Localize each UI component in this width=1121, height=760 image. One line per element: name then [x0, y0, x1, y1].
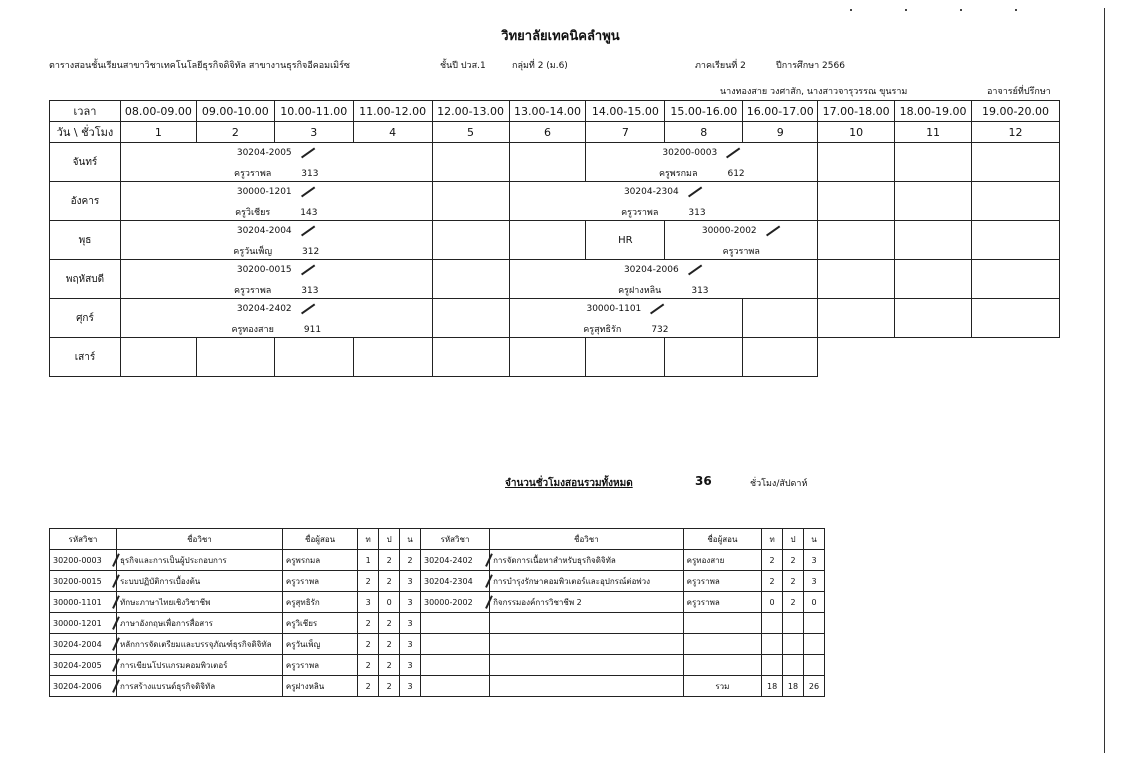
empty-cell — [432, 221, 509, 260]
subject-name-text: การเขียนโปรแกรมคอมพิวเตอร์ — [119, 660, 228, 670]
empty-cell — [818, 299, 895, 338]
period-6: 6 — [509, 122, 586, 143]
class-block — [120, 182, 432, 221]
empty-cell — [895, 221, 972, 260]
room-number: 732 — [651, 325, 669, 335]
empty-cell — [743, 338, 818, 377]
header-credit: น — [803, 529, 824, 550]
period-5: 5 — [432, 122, 509, 143]
room-number: 313 — [301, 286, 319, 296]
room-number: 313 — [301, 169, 319, 179]
check-mark-icon — [726, 147, 740, 157]
empty-cell — [353, 338, 432, 377]
subject-credit: 0 — [803, 592, 824, 613]
time-1: 08.00-09.00 — [120, 101, 196, 122]
time-4: 11.00-12.00 — [353, 101, 432, 122]
empty-cell — [509, 221, 586, 260]
teacher-name: ครูทองสาย — [231, 325, 274, 335]
time-2: 09.00-10.00 — [196, 101, 274, 122]
subject-code: 30204-2402 — [421, 550, 490, 571]
period-row — [50, 122, 1060, 143]
subject-theory: 2 — [358, 655, 379, 676]
empty-cell — [818, 182, 895, 221]
empty-cell — [803, 613, 824, 634]
subject-practice: 2 — [379, 634, 400, 655]
empty-cell — [196, 338, 274, 377]
subject-row — [50, 550, 825, 571]
sum-credit: 26 — [803, 676, 824, 697]
class-block — [586, 143, 818, 182]
period-9: 9 — [743, 122, 818, 143]
sum-label: รวม — [683, 676, 761, 697]
advisors-text: นางทองสาย วงศาสัก, นางสาวจารุวรรณ ขุนราม — [720, 87, 908, 97]
subject-credit: 3 — [400, 613, 421, 634]
subject-theory: 2 — [358, 613, 379, 634]
empty-cell — [509, 338, 586, 377]
teacher-name: ครูวราพล — [234, 286, 272, 296]
header-practice: ป — [783, 529, 804, 550]
subject-practice: 0 — [379, 592, 400, 613]
empty-cell — [783, 634, 804, 655]
subject-teacher: ครูสุทธิรัก — [282, 592, 357, 613]
header-teacher: ชื่อผู้สอน — [282, 529, 357, 550]
day-row-mon — [50, 143, 1060, 182]
empty-cell — [120, 338, 196, 377]
empty-cell — [972, 260, 1060, 299]
subject-teacher: ครูวันเพ็ญ — [282, 634, 357, 655]
empty-cell — [490, 655, 684, 676]
day-name: จันทร์ — [50, 143, 121, 182]
time-label: เวลา — [50, 101, 121, 122]
subject-practice: 2 — [783, 592, 804, 613]
empty-cell — [783, 655, 804, 676]
class-block — [665, 221, 818, 260]
subject-row — [50, 571, 825, 592]
subject-name-text: ทักษะภาษาไทยเชิงวิชาชีพ — [119, 597, 211, 607]
class-block — [120, 260, 432, 299]
teacher-name: ครูวิเชียร — [235, 208, 271, 218]
empty-cell — [895, 299, 972, 338]
class-block — [509, 260, 818, 299]
time-7: 14.00-15.00 — [586, 101, 665, 122]
subject-code: 30204-2005 — [50, 655, 117, 676]
subject-name-text: หลักการจัดเตรียมและบรรจุภัณฑ์ธุรกิจดิจิทัล — [119, 639, 272, 649]
class-block — [120, 143, 432, 182]
total-label: จำนวนชั่วโมงสอนรวมทั้งหมด — [505, 478, 633, 489]
day-row-wed — [50, 221, 1060, 260]
empty-cell — [421, 655, 490, 676]
header-code: รหัสวิชา — [50, 529, 117, 550]
period-8: 8 — [665, 122, 743, 143]
subject-name-text: ระบบปฏิบัติการเบื้องต้น — [119, 576, 201, 586]
period-3: 3 — [274, 122, 353, 143]
subject-teacher: ครูวราพล — [282, 655, 357, 676]
teacher-name: ครูวราพล — [722, 247, 760, 257]
time-3: 10.00-11.00 — [274, 101, 353, 122]
empty-cell — [762, 613, 783, 634]
check-mark-icon — [301, 303, 315, 313]
empty-cell — [818, 221, 895, 260]
empty-cell — [490, 634, 684, 655]
subject-code: 30204-2304 — [421, 571, 490, 592]
subject-teacher: ครูวิเชียร — [282, 613, 357, 634]
header-name: ชื่อวิชา — [490, 529, 684, 550]
subject-name — [490, 592, 684, 613]
check-mark-icon — [650, 303, 664, 313]
empty-cell — [432, 143, 509, 182]
room-number: 313 — [688, 208, 706, 218]
course-code: 30000-1101 — [586, 304, 642, 314]
subject-name — [490, 571, 684, 592]
day-name: เสาร์ — [50, 338, 121, 377]
empty-cell — [509, 143, 586, 182]
time-11: 18.00-19.00 — [895, 101, 972, 122]
check-mark-icon — [688, 186, 702, 196]
subject-credit: 3 — [400, 592, 421, 613]
period-10: 10 — [818, 122, 895, 143]
subject-name — [116, 655, 282, 676]
teacher-name: ครูฝางหลิน — [618, 286, 662, 296]
day-row-fri — [50, 299, 1060, 338]
empty-cell — [432, 338, 509, 377]
day-name: ศุกร์ — [50, 299, 121, 338]
empty-cell — [762, 634, 783, 655]
subject-code: 30000-2002 — [421, 592, 490, 613]
subject-practice: 2 — [379, 676, 400, 697]
subject-teacher: ครูวราพล — [282, 571, 357, 592]
class-block — [120, 221, 432, 260]
sum-theory: 18 — [762, 676, 783, 697]
header-credit: น — [400, 529, 421, 550]
header-code: รหัสวิชา — [421, 529, 490, 550]
schedule-table — [49, 100, 1060, 377]
empty-cell — [803, 634, 824, 655]
subject-theory: 2 — [358, 676, 379, 697]
course-code: 30204-2304 — [623, 187, 679, 197]
empty-cell — [274, 338, 353, 377]
subject-practice: 2 — [379, 655, 400, 676]
course-code: 30204-2402 — [236, 304, 292, 314]
day-name: พุธ — [50, 221, 121, 260]
subject-name — [116, 571, 282, 592]
subject-row — [50, 676, 825, 697]
blank-cell — [895, 338, 972, 377]
empty-cell — [586, 338, 665, 377]
course-code: 30200-0015 — [236, 265, 292, 275]
header-theory: ท — [358, 529, 379, 550]
header-theory: ท — [762, 529, 783, 550]
check-mark-icon — [301, 186, 315, 196]
empty-cell — [490, 613, 684, 634]
empty-cell — [683, 634, 761, 655]
subject-name-text: การสร้างแบรนด์ธุรกิจดิจิทัล — [119, 681, 216, 691]
subject-code: 30204-2004 — [50, 634, 117, 655]
subject-teacher: ครูวราพล — [683, 571, 761, 592]
teacher-name: ครูสุทธิรัก — [583, 325, 622, 335]
empty-cell — [803, 655, 824, 676]
blank-cell — [818, 338, 895, 377]
subject-name-text: กิจกรรมองค์การวิชาชีพ 2 — [493, 597, 582, 607]
check-mark-icon — [301, 225, 315, 235]
teacher-name: ครูวราพล — [621, 208, 659, 218]
subject-credit: 3 — [400, 655, 421, 676]
subject-code: 30204-2006 — [50, 676, 117, 697]
day-name: พฤหัสบดี — [50, 260, 121, 299]
subject-theory: 2 — [762, 571, 783, 592]
empty-cell — [432, 182, 509, 221]
subject-credit: 3 — [803, 550, 824, 571]
subject-teacher: ครูวราพล — [683, 592, 761, 613]
subject-theory: 2 — [358, 634, 379, 655]
empty-cell — [421, 676, 490, 697]
teacher-name: ครูวราพล — [234, 169, 272, 179]
room-number: 612 — [727, 169, 745, 179]
subject-name — [490, 550, 684, 571]
day-name: อังคาร — [50, 182, 121, 221]
empty-cell — [818, 143, 895, 182]
subject-name — [116, 592, 282, 613]
year-text: ปีการศึกษา 2566 — [776, 61, 845, 71]
empty-cell — [683, 613, 761, 634]
room-number: 312 — [302, 247, 320, 257]
teacher-name: ครูพรกมล — [658, 169, 698, 179]
subject-code: 30000-1201 — [50, 613, 117, 634]
subject-credit: 3 — [400, 634, 421, 655]
subject-practice: 2 — [379, 613, 400, 634]
subject-theory: 2 — [762, 550, 783, 571]
time-5: 12.00-13.00 — [432, 101, 509, 122]
group-text: กลุ่มที่ 2 (ม.6) — [512, 61, 568, 71]
level-text: ชั้นปี ปวส.1 — [440, 61, 486, 71]
college-title: วิทยาลัยเทคนิคลำพูน — [501, 29, 620, 44]
empty-cell — [421, 613, 490, 634]
sum-practice: 18 — [783, 676, 804, 697]
subject-row — [50, 613, 825, 634]
room-number: 143 — [300, 208, 318, 218]
room-number: 911 — [303, 325, 322, 335]
subject-practice: 2 — [783, 571, 804, 592]
period-12: 12 — [972, 122, 1060, 143]
period-7: 7 — [586, 122, 665, 143]
empty-cell — [972, 143, 1060, 182]
time-10: 17.00-18.00 — [818, 101, 895, 122]
header-practice: ป — [379, 529, 400, 550]
empty-cell — [762, 655, 783, 676]
subject-row — [50, 634, 825, 655]
subject-practice: 2 — [783, 550, 804, 571]
period-11: 11 — [895, 122, 972, 143]
empty-cell — [490, 676, 684, 697]
subject-theory: 3 — [358, 592, 379, 613]
empty-cell — [895, 143, 972, 182]
time-row — [50, 101, 1060, 122]
period-4: 4 — [353, 122, 432, 143]
header-name: ชื่อวิชา — [116, 529, 282, 550]
check-mark-icon — [766, 225, 780, 235]
period-1: 1 — [120, 122, 196, 143]
subject-practice: 2 — [379, 550, 400, 571]
course-code: 30000-2002 — [701, 226, 757, 236]
day-period-label: วัน \ ชั่วโมง — [50, 122, 121, 143]
subject-code: 30200-0015 — [50, 571, 117, 592]
subject-teacher: ครูทองสาย — [683, 550, 761, 571]
semester-text: ภาคเรียนที่ 2 — [695, 61, 746, 71]
total-unit: ชั่วโมง/สัปดาห์ — [750, 479, 808, 489]
class-block — [509, 182, 818, 221]
day-row-sat — [50, 338, 1060, 377]
empty-cell — [421, 634, 490, 655]
total-value: 36 — [695, 474, 712, 488]
course-code: 30204-2006 — [623, 265, 679, 275]
subject-name-text: การจัดการเนื้อหาสำหรับธุรกิจดิจิทัล — [493, 555, 616, 565]
subject-theory: 2 — [358, 571, 379, 592]
check-mark-icon — [301, 147, 315, 157]
subject-teacher: ครูฝางหลิน — [282, 676, 357, 697]
empty-cell — [743, 299, 818, 338]
time-9: 16.00-17.00 — [743, 101, 818, 122]
room-number: 313 — [691, 286, 709, 296]
course-code: 30000-1201 — [236, 187, 292, 197]
class-block — [120, 299, 432, 338]
subject-credit: 3 — [803, 571, 824, 592]
empty-cell — [972, 221, 1060, 260]
advisor-label: อาจารย์ที่ปรึกษา — [987, 87, 1051, 97]
time-12: 19.00-20.00 — [972, 101, 1060, 122]
empty-cell — [818, 260, 895, 299]
check-mark-icon — [688, 264, 702, 274]
subject-name-text: การบำรุงรักษาคอมพิวเตอร์และอุปกรณ์ต่อพ่วง — [493, 576, 651, 586]
empty-cell — [972, 182, 1060, 221]
subject-header-row — [50, 529, 825, 550]
teacher-name: ครูวันเพ็ญ — [233, 247, 273, 257]
subject-name — [116, 634, 282, 655]
program-text: ตารางสอนชั้นเรียนสาขาวิชาเทคโนโลยีธุรกิจดิจิทัล สาขางานธุรกิจอีคอมเมิร์ซ — [49, 61, 351, 71]
page-edge-line — [1104, 8, 1105, 753]
subject-row — [50, 655, 825, 676]
time-6: 13.00-14.00 — [509, 101, 586, 122]
subject-table — [49, 528, 825, 697]
empty-cell — [972, 299, 1060, 338]
period-2: 2 — [196, 122, 274, 143]
subject-row — [50, 592, 825, 613]
blank-cell — [972, 338, 1060, 377]
subject-credit: 3 — [400, 676, 421, 697]
subject-code: 30200-0003 — [50, 550, 117, 571]
empty-cell — [895, 260, 972, 299]
header-teacher: ชื่อผู้สอน — [683, 529, 761, 550]
homeroom-cell: HR — [586, 221, 665, 260]
time-8: 15.00-16.00 — [665, 101, 743, 122]
empty-cell — [895, 182, 972, 221]
subject-theory: 1 — [358, 550, 379, 571]
empty-cell — [783, 613, 804, 634]
subject-teacher: ครูพรกมล — [282, 550, 357, 571]
subject-code: 30000-1101 — [50, 592, 117, 613]
course-code: 30204-2005 — [236, 148, 292, 158]
subject-name-text: ธุรกิจและการเป็นผู้ประกอบการ — [119, 555, 227, 565]
subject-name — [116, 550, 282, 571]
empty-cell — [432, 260, 509, 299]
day-row-tue — [50, 182, 1060, 221]
subject-name — [116, 613, 282, 634]
course-code: 30204-2004 — [236, 226, 292, 236]
subject-credit: 3 — [400, 571, 421, 592]
subject-credit: 2 — [400, 550, 421, 571]
subject-practice: 2 — [379, 571, 400, 592]
class-block — [509, 299, 743, 338]
subject-name — [116, 676, 282, 697]
course-code: 30200-0003 — [662, 148, 718, 158]
empty-cell — [683, 655, 761, 676]
day-row-thu — [50, 260, 1060, 299]
empty-cell — [665, 338, 743, 377]
subject-name-text: ภาษาอังกฤษเพื่อการสื่อสาร — [119, 618, 213, 628]
check-mark-icon — [301, 264, 315, 274]
empty-cell — [432, 299, 509, 338]
subject-theory: 0 — [762, 592, 783, 613]
